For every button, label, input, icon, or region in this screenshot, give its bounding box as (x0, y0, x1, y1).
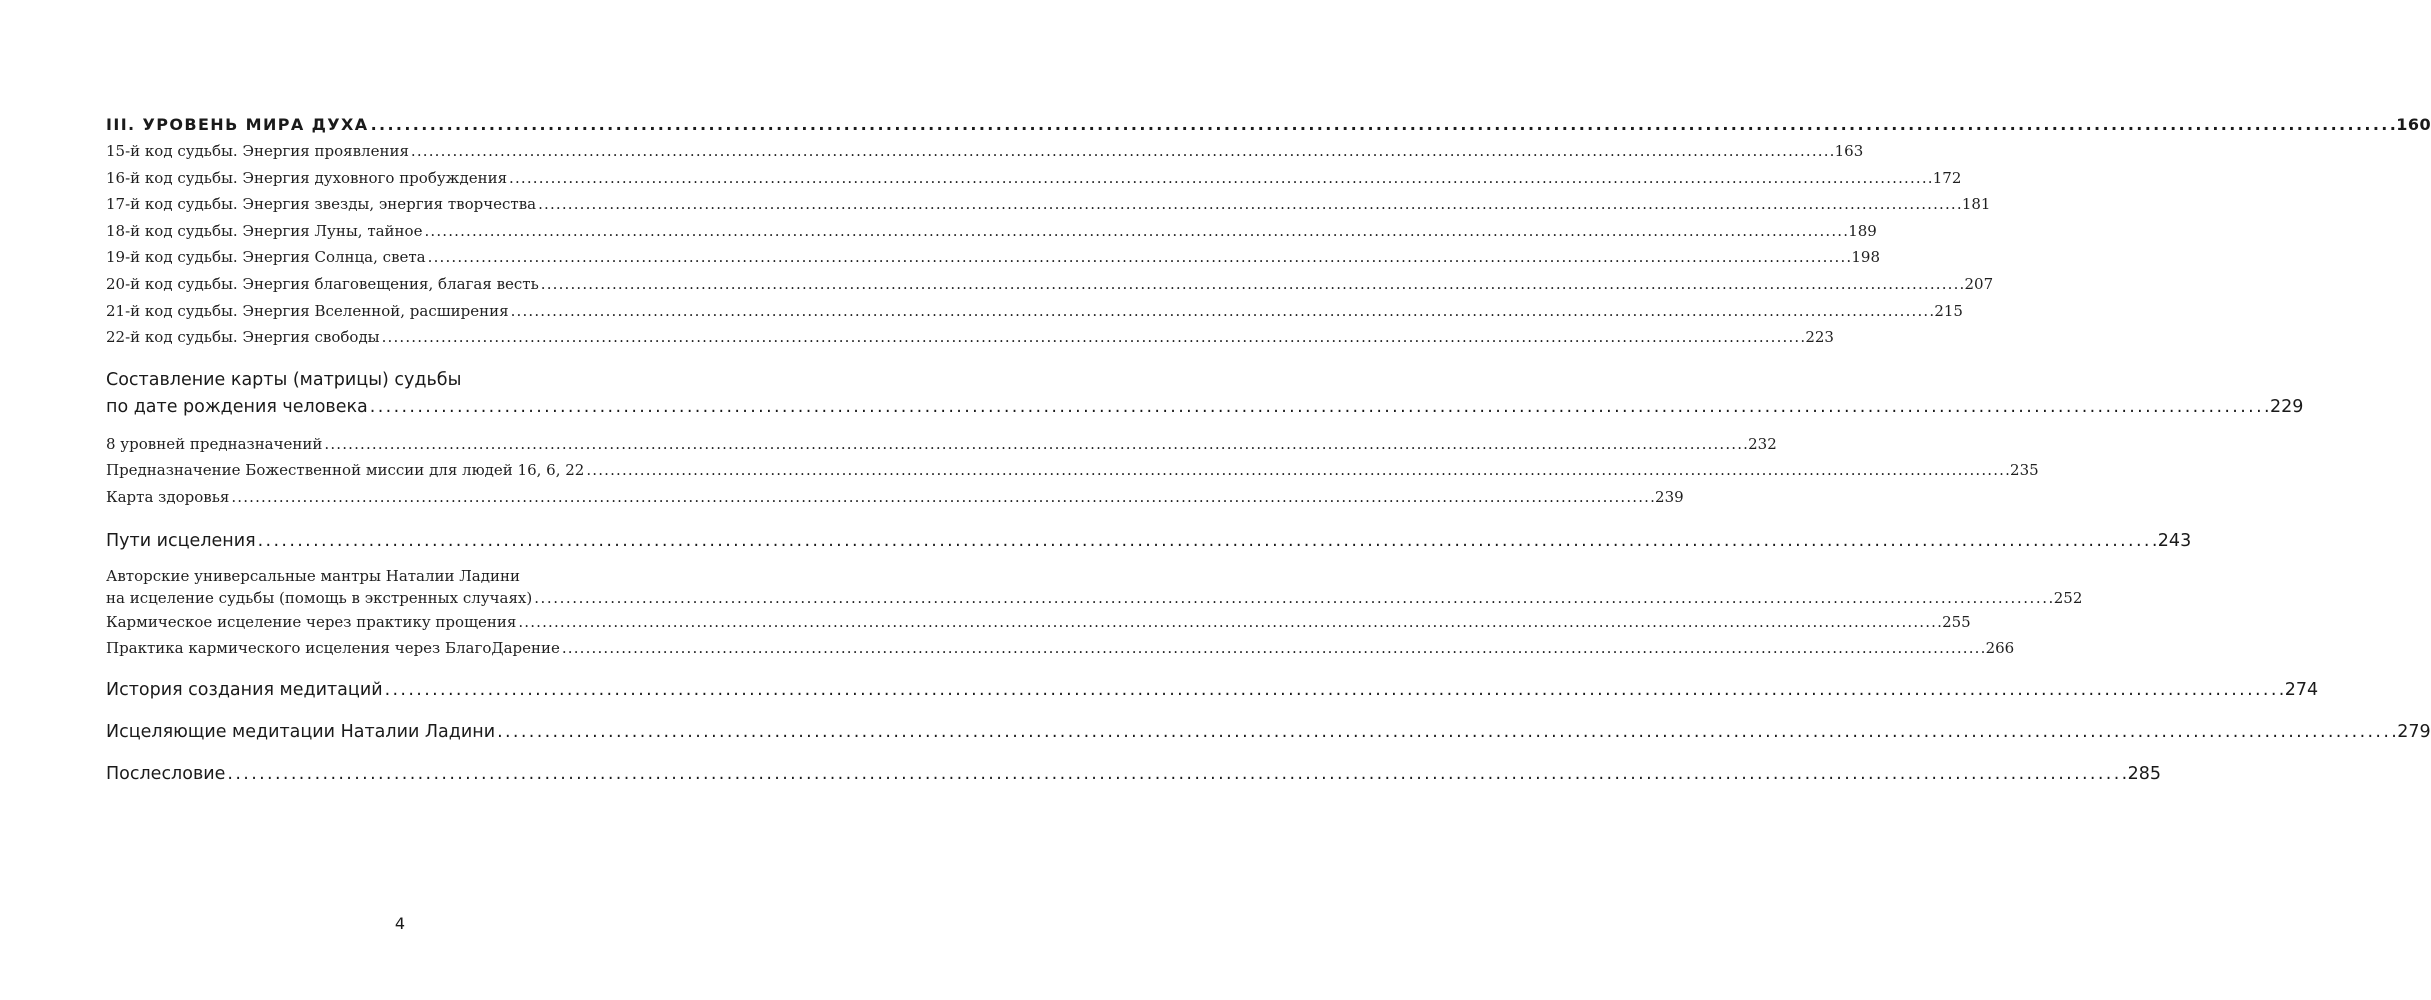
toc-healing-items (106, 609, 2015, 662)
leader-dots (385, 676, 2283, 704)
leader-dots (541, 271, 1963, 298)
toc-entry-page: 274 (2284, 679, 2319, 700)
toc-entry-gratitude (106, 635, 2015, 662)
toc-entry-page: 181 (1961, 195, 1991, 214)
toc-entry-page: 229 (2269, 396, 2304, 417)
toc-entry-levels (106, 431, 1777, 458)
spacer (106, 421, 722, 431)
toc-entry-forgiveness (106, 609, 1971, 636)
toc-entry-title: 15-й код судьбы. Энергия проявления (106, 142, 409, 160)
toc-entry-page: 163 (1834, 142, 1864, 160)
toc-entry-title: Пути исцеления (106, 530, 256, 551)
toc-entry-page: 285 (2127, 763, 2161, 784)
spacer (106, 351, 722, 367)
toc-matrix-items (106, 431, 2039, 511)
leader-dots (586, 457, 2008, 484)
toc-entry-title: 21-й код судьбы. Энергия Вселенной, расширения (106, 301, 509, 320)
toc-entry-title: 16-й код судьбы. Энергия духовного пробуждения (106, 168, 508, 187)
leader-dots (370, 394, 2268, 421)
toc-section-healing (106, 527, 2192, 555)
toc-entry-title: Кармическое исцеление через практику прощения (106, 612, 517, 631)
toc-entry-mantras (106, 565, 2083, 609)
toc-entry-code-22 (106, 324, 1834, 351)
toc-entry-title: 20-й код судьбы. Энергия благовещения, благая весть (106, 274, 539, 293)
toc-entry-page: 243 (2157, 530, 2192, 551)
spacer (106, 511, 722, 527)
toc-entry-title: Карта здоровья (106, 487, 230, 506)
toc-entry-title-line1: Составление карты (матрицы) судьбы (106, 369, 462, 390)
toc-heading-level-3 (106, 112, 2431, 138)
toc-entry-page: 239 (1655, 487, 1684, 506)
toc-entry-title: 17-й код судьбы. Энергия звезды, энергия творчества (106, 195, 537, 214)
toc-section-meditations (106, 718, 2431, 746)
toc-entry-title: Послесловие (106, 763, 226, 784)
leader-dots (411, 138, 1833, 165)
leader-dots (509, 165, 1931, 192)
toc-entry-page: 160 (2396, 115, 2431, 134)
leader-dots (518, 609, 1940, 636)
leader-dots (562, 635, 1984, 662)
spacer (106, 555, 722, 565)
toc-entry-title-line2-row (106, 587, 2083, 609)
toc-entry-title: История создания медитаций (106, 679, 383, 700)
toc-entry-title-line2: по дате рождения человека (106, 396, 368, 417)
leader-dots (382, 324, 1804, 351)
spacer (106, 746, 722, 760)
toc-entry-title: Исцеляющие медитации Наталии Ладини (106, 721, 496, 742)
toc-entry-title-line2-row (106, 394, 2304, 421)
toc-entry-page: 189 (1848, 221, 1877, 240)
leader-dots (371, 112, 2395, 138)
toc-entry-page: 215 (1934, 301, 1963, 320)
toc-entry-title: 22-й код судьбы. Энергия свободы (106, 328, 380, 347)
toc-entry-page: 266 (1985, 639, 2015, 658)
toc-entry-code-15 (106, 138, 1864, 165)
leader-dots (424, 218, 1846, 245)
leader-dots (227, 760, 2125, 788)
leader-dots (231, 484, 1653, 511)
leader-dots (511, 298, 1933, 325)
toc-entry-code-20 (106, 271, 1994, 298)
toc-entry-page: 232 (1748, 434, 1777, 453)
leader-dots (538, 191, 1960, 218)
toc-entry-page: 207 (1964, 274, 1994, 293)
toc-section-matrix (106, 367, 2304, 421)
leader-dots (258, 527, 2156, 555)
leader-dots (324, 431, 1746, 458)
toc-entry-mission (106, 457, 2039, 484)
page-number: 4 (394, 914, 406, 933)
toc-entry-page: 235 (2010, 461, 2039, 480)
toc-entry-page: 223 (1805, 328, 1834, 347)
toc-entry-page: 255 (1942, 612, 1971, 631)
toc-entry-code-19 (106, 244, 1880, 271)
toc-entry-title: 8 уровней предназначений (106, 434, 323, 453)
toc-codes-list (106, 138, 1994, 351)
toc-entry-code-16 (106, 165, 1962, 192)
toc-entry-title: Предназначение Божественной миссии для людей 16, 6, 22 (106, 461, 585, 480)
toc-entry-title-line2: на исцеление судьбы (помощь в экстренных случаях) (106, 588, 533, 607)
leader-dots (497, 718, 2395, 746)
toc-entry-code-21 (106, 298, 1963, 325)
spacer (106, 662, 722, 676)
toc-entry-title: 19-й код судьбы. Энергия Солнца, света (106, 248, 426, 267)
toc-entry-health-map (106, 484, 1684, 511)
toc-entry-code-17 (106, 191, 1991, 218)
toc-section-history (106, 676, 2319, 704)
toc-entry-page: 198 (1851, 248, 1880, 267)
toc-entry-page: 252 (2053, 588, 2083, 607)
leader-dots (534, 587, 2052, 609)
toc-entry-code-18 (106, 218, 1877, 245)
table-of-contents (106, 112, 2431, 788)
toc-entry-title: III. УРОВЕНЬ МИРА ДУХА (106, 115, 369, 134)
spacer (106, 704, 722, 718)
leader-dots (428, 244, 1850, 271)
toc-entry-title: 18-й код судьбы. Энергия Луны, тайное (106, 221, 423, 240)
toc-section-afterword (106, 760, 2161, 788)
toc-entry-title: Практика кармического исцеления через БлагоДарение (106, 639, 560, 658)
toc-entry-page: 172 (1932, 168, 1962, 187)
toc-entry-title-line1: Авторские универсальные мантры Наталии Ладини (106, 566, 520, 585)
toc-entry-page: 279 (2397, 721, 2431, 742)
